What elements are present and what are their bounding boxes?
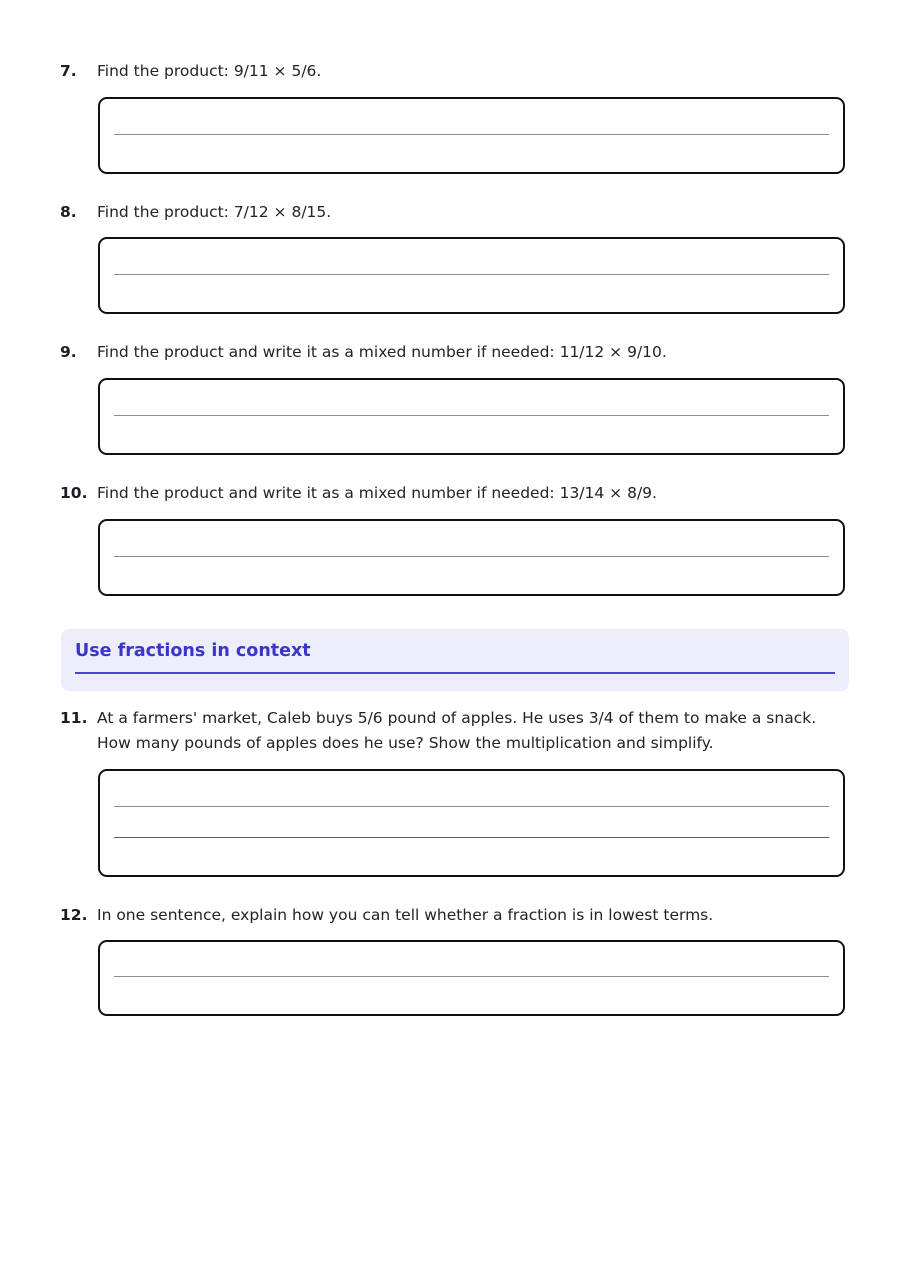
- answer-line: [114, 415, 829, 416]
- answer-box-10[interactable]: [98, 519, 845, 596]
- section-title: Use fractions in context: [75, 641, 311, 661]
- answer-line: [114, 556, 829, 557]
- question-number: 11.: [60, 709, 88, 727]
- question-text: Find the product and write it as a mixed number if needed: 11/12 × 9/10.: [97, 343, 667, 361]
- section-header: [61, 629, 849, 691]
- answer-line: [114, 274, 829, 275]
- section-underline: [75, 672, 835, 674]
- answer-box-12[interactable]: [98, 940, 845, 1016]
- answer-line: [114, 976, 829, 977]
- question-11: [60, 706, 850, 756]
- answer-box-9[interactable]: [98, 378, 845, 455]
- answer-line: [114, 806, 829, 807]
- answer-box-8[interactable]: [98, 237, 845, 314]
- question-text: At a farmers' market, Caleb buys 5/6 pound of apples. He uses 3/4 of them to make a snack. How many pounds of apples does he use? Show the multiplication and simplify.: [97, 709, 817, 752]
- question-9: [60, 340, 850, 365]
- answer-box-11[interactable]: [98, 769, 845, 877]
- question-text: Find the product and write it as a mixed number if needed: 13/14 × 8/9.: [97, 484, 657, 502]
- question-number: 7.: [60, 62, 77, 80]
- question-8: [60, 200, 850, 225]
- question-number: 12.: [60, 906, 88, 924]
- question-number: 9.: [60, 343, 77, 361]
- question-10: [60, 481, 850, 506]
- question-text: Find the product: 7/12 × 8/15.: [97, 203, 332, 221]
- answer-line: [114, 837, 829, 838]
- question-7: [60, 59, 850, 84]
- question-number: 8.: [60, 203, 77, 221]
- question-text: Find the product: 9/11 × 5/6.: [97, 62, 322, 80]
- question-text: In one sentence, explain how you can tell whether a fraction is in lowest terms.: [97, 906, 714, 924]
- question-number: 10.: [60, 484, 88, 502]
- answer-box-7[interactable]: [98, 97, 845, 174]
- answer-line: [114, 134, 829, 135]
- question-12: [60, 903, 850, 928]
